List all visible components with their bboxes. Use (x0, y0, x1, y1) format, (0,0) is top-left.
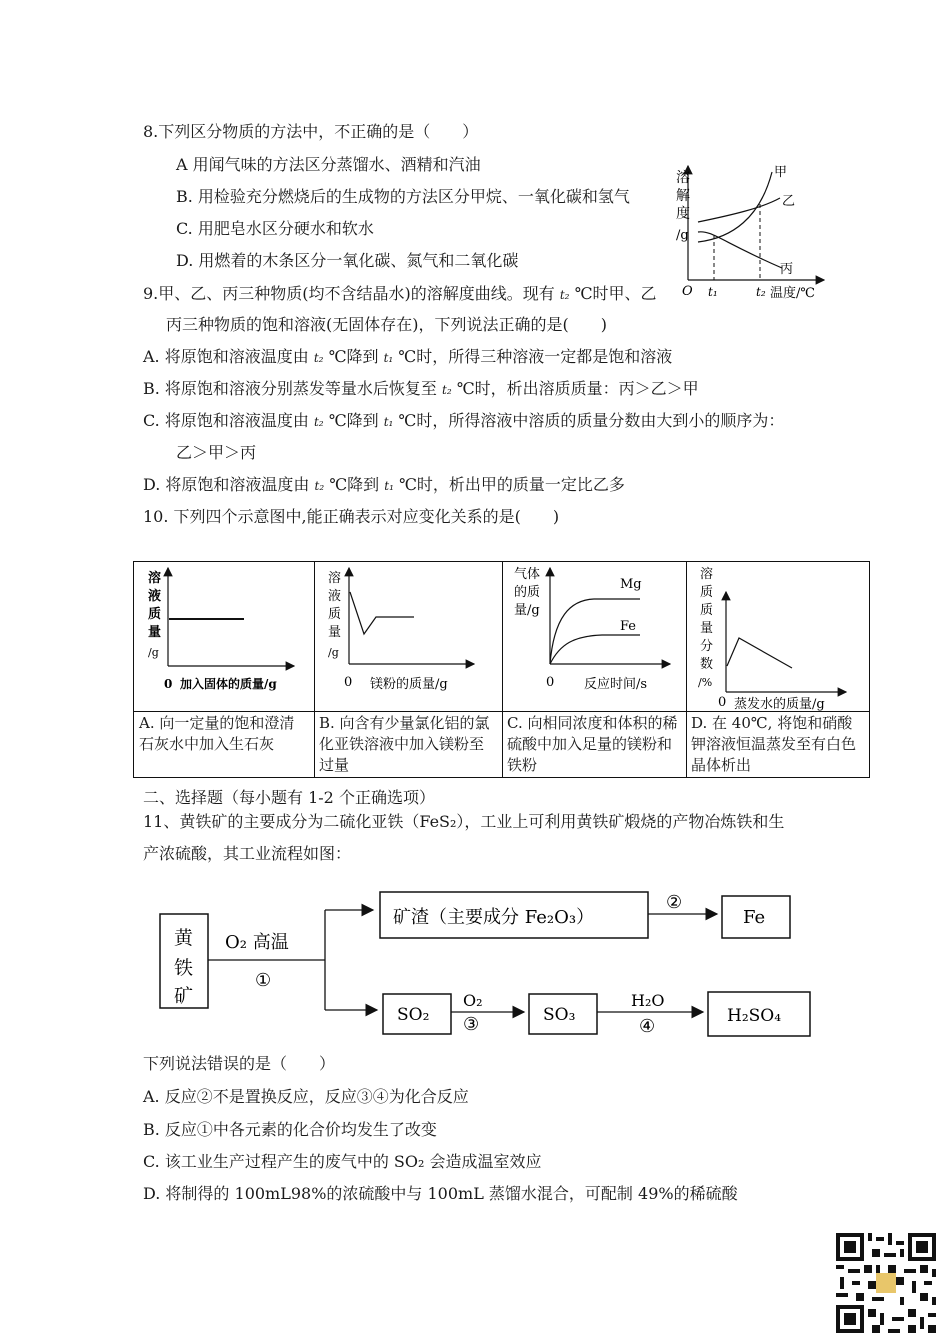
origin: 0 (164, 677, 173, 691)
line-mass (350, 592, 414, 634)
slag-label: 矿渣（主要成分 Fe₂O₃） (393, 907, 595, 928)
ylabel-4: /g (148, 646, 159, 659)
step3: ③ (463, 1014, 480, 1035)
so2-label: SO₂ (397, 1005, 430, 1025)
graph-ylabel-0: 溶 (676, 170, 690, 186)
ylabel-4: /g (328, 646, 339, 659)
q8-option-b: B. 用检验充分燃烧后的生成物的方法区分甲烷、一氧化碳和氢气 (176, 187, 630, 206)
label-yi: 乙 (782, 194, 796, 209)
q10-stem: 10. 下列四个示意图中,能正确表示对应变化关系的是( ) (143, 507, 560, 526)
q9-option-a: A. 将原饱和溶液温度由 t₂ ℃降到 t₁ ℃时，所得三种溶液一定都是饱和溶液 (143, 347, 673, 366)
origin: 0 (344, 675, 353, 690)
q8-option-d: D. 用燃着的木条区分一氧化碳、氮气和二氧化碳 (176, 251, 519, 270)
line-fraction (727, 638, 792, 668)
q11-option-b: B. 反应①中各元素的化合价均发生了改变 (143, 1120, 437, 1139)
curve-fe (550, 635, 640, 664)
q11-option-a: A. 反应②不是置换反应，反应③④为化合反应 (143, 1087, 469, 1106)
origin: 0 (718, 695, 727, 710)
ylabel-2: 质 (148, 607, 162, 622)
graph-ylabel-3: /g (676, 228, 689, 243)
ylabel-3: 量 (148, 625, 162, 640)
q9-option-d: D. 将原饱和溶液温度由 t₂ ℃降到 t₁ ℃时，析出甲的质量一定比乙多 (143, 475, 625, 494)
q8-option-a: A 用闻气味的方法区分蒸馏水、酒精和汽油 (176, 155, 481, 174)
q10-graph-b (314, 562, 502, 711)
q8-option-c: C. 用肥皂水区分硬水和软水 (176, 219, 374, 238)
ylabel-3: 量 (328, 625, 342, 640)
xlabel: 蒸发水的质量/g (734, 697, 825, 711)
q10-figure-table (133, 561, 870, 778)
curve-jia (698, 172, 772, 242)
q11-option-c: C. 该工业生产过程产生的废气中的 SO₂ 会造成温室效应 (143, 1152, 542, 1171)
ore-char-1: 铁 (174, 957, 194, 979)
ylabel-0: 溶 (148, 571, 162, 586)
ylabel-1: 液 (148, 589, 162, 604)
q9-stem-line1: 9.甲、乙、丙三种物质(均不含结晶水)的溶解度曲线。现有 t₂ ℃时甲、乙 (143, 284, 657, 303)
graph-t2: t₂ (756, 285, 766, 299)
ylabel-1: 的质 (514, 585, 541, 600)
q10-caption-c: C. 向相同浓度和体积的稀硫酸中加入足量的镁粉和铁粉 (502, 711, 686, 777)
q9-option-c: C. 将原饱和溶液温度由 t₂ ℃降到 t₁ ℃时，所得溶液中溶质的质量分数由大到小的顺序为： (143, 411, 785, 430)
xlabel: 加入固体的质量/g (180, 677, 277, 691)
curve-yi (698, 198, 780, 222)
q11-stem-line2: 产浓硫酸，其工业流程如图： (143, 844, 352, 863)
ylabel-2: 量/g (514, 603, 540, 618)
ylabel-6: /% (698, 676, 713, 689)
ore-char-0: 黄 (174, 927, 194, 949)
cond1: O₂ 高温 (225, 932, 289, 953)
solubility-graph (672, 160, 832, 305)
qr-code-icon (836, 1233, 936, 1333)
q10-cell-a (134, 562, 315, 777)
q10-graph-d (686, 562, 869, 711)
q9-option-b: B. 将原饱和溶液分别蒸发等量水后恢复至 t₂ ℃时，析出溶质质量：丙＞乙＞甲 (143, 379, 699, 398)
fe-label: Fe (743, 907, 766, 928)
curve-bing (698, 232, 782, 268)
ore-char-2: 矿 (174, 985, 194, 1007)
label-fe: Fe (620, 619, 637, 634)
label-bing: 丙 (780, 262, 794, 277)
graph-ylabel-2: 度 (676, 206, 690, 222)
q10-cell-c (502, 562, 687, 777)
ylabel-5: 数 (700, 657, 714, 672)
q11-option-d: D. 将制得的 100mL98%的浓硫酸中与 100mL 蒸馏水混合，可配制 49%的稀硫酸 (143, 1184, 738, 1203)
q10-graph-a (134, 562, 314, 711)
section2-title: 二、选择题（每小题有 1-2 个正确选项） (143, 788, 435, 807)
ylabel-0: 溶 (328, 571, 342, 586)
step4: ④ (639, 1016, 656, 1037)
ylabel-2: 质 (328, 607, 342, 622)
ylabel-2: 质 (700, 603, 714, 618)
q10-caption-d: D. 在 40℃, 将饱和硝酸钾溶液恒温蒸发至有白色晶体析出 (686, 711, 869, 777)
label-mg: Mg (620, 577, 642, 592)
label-jia: 甲 (774, 165, 788, 180)
graph-ylabel-1: 解 (676, 188, 690, 204)
step1: ① (255, 970, 272, 991)
ylabel-1: 液 (328, 589, 342, 604)
q10-cell-d (686, 562, 869, 777)
q11-flow-diagram (155, 882, 820, 1042)
ylabel-0: 溶 (700, 567, 714, 582)
ylabel-1: 质 (700, 585, 714, 600)
ylabel-4: 分 (700, 639, 714, 654)
so3-label: SO₃ (543, 1005, 576, 1025)
h2o-cond: H₂O (631, 991, 665, 1010)
graph-origin: O (682, 284, 693, 299)
o2-cond: O₂ (463, 991, 483, 1010)
ylabel-0: 气体 (514, 567, 541, 582)
q11-question: 下列说法错误的是（ ） (143, 1054, 336, 1073)
graph-t1: t₁ (708, 285, 718, 299)
q10-caption-b: B. 向含有少量氯化铝的氯化亚铁溶液中加入镁粉至过量 (314, 711, 502, 777)
ylabel-3: 量 (700, 621, 714, 636)
origin: 0 (546, 675, 555, 690)
q10-caption-a: A. 向一定量的饱和澄清石灰水中加入生石灰 (134, 711, 314, 777)
q9-stem-line2: 丙三种物质的饱和溶液(无固体存在)，下列说法正确的是( ) (166, 315, 607, 334)
q9-option-c-line2: 乙＞甲＞丙 (176, 443, 257, 462)
xlabel: 镁粉的质量/g (370, 677, 448, 692)
q8-stem: 8.下列区分物质的方法中，不正确的是（ ） (143, 122, 479, 141)
q10-cell-b (314, 562, 503, 777)
xlabel: 反应时间/s (584, 677, 648, 692)
q10-graph-c (502, 562, 686, 711)
q11-stem-line1: 11、黄铁矿的主要成分为二硫化亚铁（FeS₂），工业上可利用黄铁矿煅烧的产物冶炼铁和生 (143, 812, 785, 831)
h2so4-label: H₂SO₄ (727, 1006, 782, 1026)
step2: ② (666, 892, 683, 913)
graph-xlabel: 温度/℃ (770, 286, 815, 301)
